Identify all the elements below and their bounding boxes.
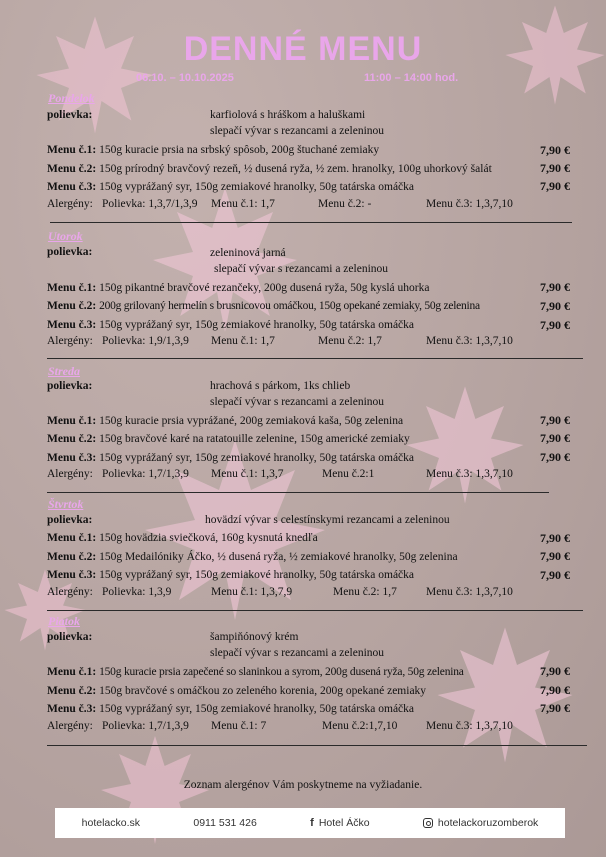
- day-heading-monday: Pondelok: [48, 91, 95, 105]
- week-dates: 06.10. – 10.10.2025: [136, 72, 234, 84]
- allergen-label: Alergény:: [47, 468, 93, 480]
- menu-row: Menu č.3: 150g vyprážaný syr, 150g zemiakové hranolky, 50g tatárska omáčka: [47, 181, 415, 193]
- phone-number[interactable]: 0911 531 426: [193, 817, 257, 829]
- day-heading-wednesday: Streda: [48, 364, 81, 378]
- day-heading-friday: Piatok: [48, 614, 80, 628]
- soup-label: polievka:: [47, 109, 93, 121]
- allergen-label: Alergény:: [47, 586, 93, 598]
- price: 7,90 €: [540, 531, 570, 545]
- divider: [47, 358, 583, 359]
- soup-item: karfiolová s hráškom a haluškami: [210, 109, 366, 121]
- soup-label: polievka:: [47, 631, 93, 643]
- price: 7,90 €: [540, 161, 570, 175]
- price: 7,90 €: [540, 549, 570, 563]
- divider: [47, 745, 587, 746]
- price: 7,90 €: [540, 179, 570, 193]
- soup-item: slepačí vývar s rezancami a zeleninou: [210, 125, 385, 137]
- allergen-item: Menu č.2: 1,7: [333, 586, 397, 598]
- price: 7,90 €: [540, 431, 570, 445]
- allergen-note: Zoznam alergénov Vám poskytneme na vyžiadanie.: [183, 779, 423, 791]
- soup-label: polievka:: [47, 514, 93, 526]
- soup-label: polievka:: [47, 246, 93, 258]
- allergen-item: Menu č.1: 1,7: [211, 198, 275, 210]
- price: 7,90 €: [540, 318, 570, 332]
- menu-row: Menu č.3: 150g vyprážaný syr, 150g zemiakové hranolky, 50g tatárska omáčka: [47, 703, 415, 715]
- soup-item: hovädzí vývar s celestínskymi rezancami a zeleninou: [205, 514, 450, 526]
- allergen-item: Polievka: 1,7/1,3,9: [102, 468, 189, 480]
- menu-row: Menu č.1: 150g hovädzia sviečková, 160g kysnutá knedľa: [47, 532, 318, 544]
- price: 7,90 €: [540, 664, 570, 678]
- website-link[interactable]: hotelacko.sk: [81, 817, 141, 829]
- price: 7,90 €: [540, 413, 570, 427]
- menu-row: Menu č.3: 150g vyprážaný syr, 150g zemiakové hranolky, 50g tatárska omáčka: [47, 452, 415, 464]
- price: 7,90 €: [540, 701, 570, 715]
- menu-row: Menu č.2: 150g Medailóniky Áčko, ½ dusená ryža, ½ zemiakové hranolky, 50g zelenina: [47, 551, 458, 563]
- allergen-item: Menu č.1: 1,3,7: [211, 468, 284, 480]
- divider: [47, 492, 549, 493]
- facebook-link[interactable]: [310, 817, 369, 829]
- soup-item: slepačí vývar s rezancami a zeleninou: [210, 647, 385, 659]
- allergen-item: Menu č.3: 1,3,7,10: [426, 468, 513, 480]
- soup-item: slepačí vývar s rezancami a zeleninou: [214, 263, 389, 275]
- price: 7,90 €: [540, 568, 570, 582]
- facebook-icon: f: [310, 817, 314, 829]
- allergen-item: Menu č.3: 1,3,7,10: [426, 335, 513, 347]
- day-heading-thursday: Štvrtok: [48, 497, 84, 511]
- menu-row: Menu č.2: 150g bravčové s omáčkou zo zeleného korenia, 200g opekané zemiaky: [47, 685, 427, 697]
- price: 7,90 €: [540, 143, 570, 157]
- menu-row: Menu č.1: 150g kuracie prsia na srbský spôsob, 200g štuchané zemiaky: [47, 144, 380, 156]
- allergen-item: Menu č.1: 7: [211, 720, 267, 732]
- soup-item: zeleninová jarná: [210, 247, 286, 259]
- menu-row: Menu č.2: 150g prírodný bravčový rezeň, ½ dusená ryža, ½ zem. hranolky, 100g uhorkový šalát: [47, 163, 492, 175]
- price: 7,90 €: [540, 299, 570, 313]
- soup-item: slepačí vývar s rezancami a zeleninou: [210, 396, 385, 408]
- allergen-item: Polievka: 1,9/1,3,9: [102, 335, 189, 347]
- allergen-item: Menu č.1: 1,7: [211, 335, 275, 347]
- allergen-item: Menu č.3: 1,3,7,10: [426, 198, 513, 210]
- allergen-item: Polievka: 1,3,7/1,3,9: [102, 198, 198, 210]
- allergen-label: Alergény:: [47, 720, 93, 732]
- allergen-item: Menu č.3: 1,3,7,10: [426, 720, 513, 732]
- menu-row: Menu č.2: 200g grilovaný hermelín s brusnicovou omáčkou, 150g opekané zemiaky, 50g zelenina: [47, 300, 480, 312]
- menu-row: Menu č.1: 150g kuracie prsia zapečené so slaninkou a syrom, 200g dusená ryža, 50g zelenina: [47, 666, 464, 678]
- soup-label: polievka:: [47, 380, 93, 392]
- opening-hours: 11:00 – 14:00 hod.: [364, 72, 459, 84]
- instagram-icon: [423, 818, 433, 828]
- divider: [50, 222, 572, 223]
- soup-item: šampiňónový krém: [210, 631, 299, 643]
- page-title: DENNÉ MENU: [183, 30, 423, 68]
- price: 7,90 €: [540, 683, 570, 697]
- day-heading-tuesday: Utorok: [48, 229, 83, 243]
- instagram-label: hotelackoruzomberok: [437, 817, 539, 829]
- price: 7,90 €: [540, 280, 570, 294]
- menu-row: Menu č.1: 150g kuracie prsia vyprážané, 200g zemiaková kaša, 50g zelenina: [47, 415, 404, 427]
- allergen-item: Menu č.2: 1,7: [318, 335, 382, 347]
- contact-footer: [55, 808, 565, 838]
- allergen-item: Menu č.2: -: [318, 198, 372, 210]
- instagram-link[interactable]: [423, 817, 538, 829]
- allergen-item: Menu č.2:1,7,10: [322, 720, 398, 732]
- allergen-item: Polievka: 1,7/1,3,9: [102, 720, 189, 732]
- divider: [47, 610, 583, 611]
- allergen-label: Alergény:: [47, 335, 93, 347]
- menu-row: Menu č.3: 150g vyprážaný syr, 150g zemiakové hranolky, 50g tatárska omáčka: [47, 319, 415, 331]
- menu-row: Menu č.3: 150g vyprážaný syr, 150g zemiakové hranolky, 50g tatárska omáčka: [47, 569, 415, 581]
- allergen-item: Menu č.2:1: [322, 468, 375, 480]
- allergen-label: Alergény:: [47, 198, 93, 210]
- allergen-item: Menu č.3: 1,3,7,10: [426, 586, 513, 598]
- menu-row: Menu č.1: 150g pikantné bravčové rezančeky, 200g dusená ryža, 50g kyslá uhorka: [47, 282, 430, 294]
- allergen-item: Menu č.1: 1,3,7,9: [211, 586, 293, 598]
- price: 7,90 €: [540, 450, 570, 464]
- facebook-label: Hotel Áčko: [318, 817, 370, 829]
- soup-item: hrachová s párkom, 1ks chlieb: [210, 380, 351, 392]
- menu-row: Menu č.2: 150g bravčové karé na ratatouille zelenine, 150g americké zemiaky: [47, 433, 410, 445]
- allergen-item: Polievka: 1,3,9: [102, 586, 172, 598]
